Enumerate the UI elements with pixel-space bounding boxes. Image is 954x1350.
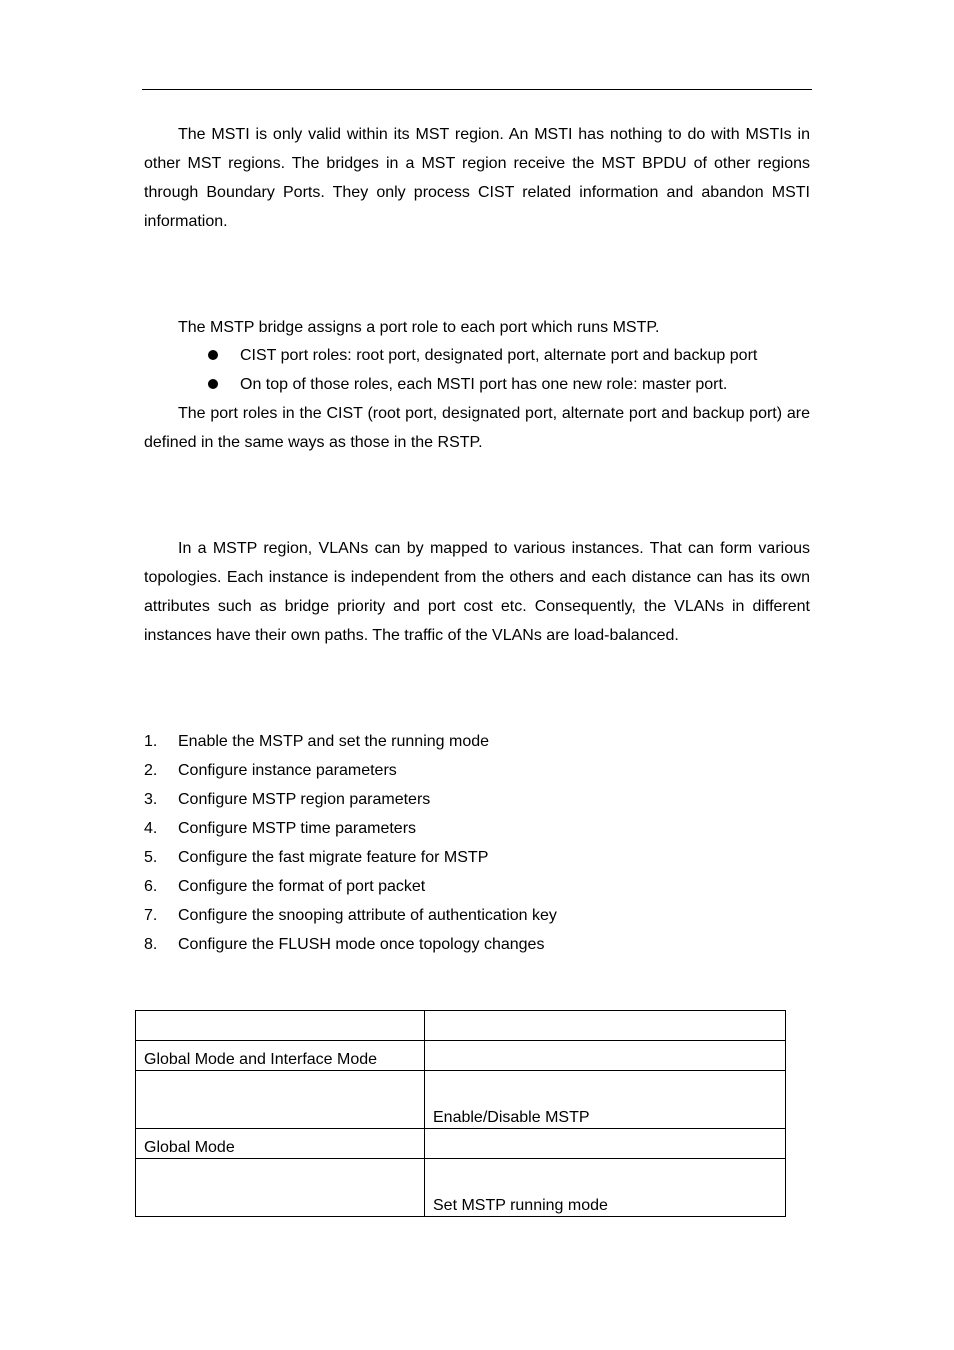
bullet-item: [144, 341, 810, 370]
list-item: [144, 930, 810, 959]
port-roles-bullet-list: [144, 341, 810, 399]
table-cell: Global Mode and Interface Mode: [136, 1041, 425, 1071]
table-cell: [425, 1041, 786, 1071]
step-number: 6.: [144, 878, 158, 895]
table-cell: [425, 1011, 786, 1041]
step-number: 2.: [144, 762, 158, 779]
step-text: Configure instance parameters: [178, 762, 397, 779]
list-item: [144, 872, 810, 901]
step-number: 8.: [144, 936, 158, 953]
list-item: [144, 785, 810, 814]
paragraph-port-roles-cist: The port roles in the CIST (root port, designated port, alternate port and backup port) are defined in the same ways as those in the RSTP.: [144, 405, 810, 451]
table-cell: [136, 1011, 425, 1041]
table-cell: [136, 1159, 425, 1217]
step-text: Configure the format of port packet: [178, 878, 426, 895]
table-cell: Enable/Disable MSTP: [425, 1071, 786, 1129]
table-cell: [136, 1071, 425, 1129]
step-number: 7.: [144, 907, 158, 924]
step-text: Enable the MSTP and set the running mode: [178, 733, 490, 750]
bullet-item: [144, 370, 810, 399]
table-row: [136, 1159, 786, 1217]
step-number: 5.: [144, 849, 158, 866]
step-text: Configure MSTP time parameters: [178, 820, 417, 837]
header-rule: [142, 89, 812, 90]
paragraph-port-roles-intro: The MSTP bridge assigns a port role to each port which runs MSTP.: [178, 319, 660, 336]
list-item: [144, 901, 810, 930]
step-text: Configure the fast migrate feature for MSTP: [178, 849, 489, 866]
list-item: [144, 756, 810, 785]
paragraph-msti-region: The MSTI is only valid within its MST region. An MSTI has nothing to do with MSTIs in other MST regions. The bridges in a MST region receive the MST BPDU of other regions through Boundary Ports. They only process CIST related information and abandon MSTI information.: [144, 126, 810, 230]
step-text: Configure MSTP region parameters: [178, 791, 431, 808]
table-cell: Set MSTP running mode: [425, 1159, 786, 1217]
list-item: [144, 727, 810, 756]
step-text: Configure the snooping attribute of authentication key: [178, 907, 557, 924]
paragraph-load-balance: In a MSTP region, VLANs can by mapped to various instances. That can form various topologies. Each instance is independent from the others and each distance can has its own attributes such as bridge priority and port cost etc. Consequently, the VLANs in different instances have their own paths. The traffic of the VLANs are load-balanced.: [144, 540, 810, 644]
bullet-text: On top of those roles, each MSTI port has one new role: master port.: [240, 376, 728, 393]
table-row: [136, 1071, 786, 1129]
table-row: [136, 1129, 786, 1159]
command-table: [135, 1010, 786, 1217]
list-item: [144, 843, 810, 872]
bullet-text: CIST port roles: root port, designated port, alternate port and backup port: [240, 347, 758, 364]
step-number: 1.: [144, 733, 158, 750]
table-cell: Global Mode: [136, 1129, 425, 1159]
table-cell: [425, 1129, 786, 1159]
bullet-dot-icon: [208, 350, 218, 360]
table-row: [136, 1011, 786, 1041]
configuration-steps-list: [144, 727, 810, 959]
step-text: Configure the FLUSH mode once topology changes: [178, 936, 545, 953]
table-row: [136, 1041, 786, 1071]
list-item: [144, 814, 810, 843]
step-number: 4.: [144, 820, 158, 837]
bullet-dot-icon: [208, 379, 218, 389]
step-number: 3.: [144, 791, 158, 808]
